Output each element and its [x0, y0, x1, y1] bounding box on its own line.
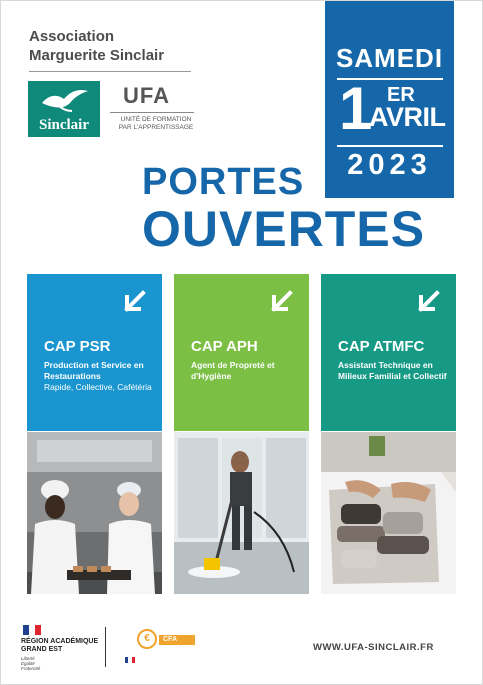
website-url[interactable]: WWW.UFA-SINCLAIR.FR [313, 642, 434, 653]
course-code: CAP ATMFC [338, 338, 425, 355]
ufa-logo-name: UFA [123, 83, 170, 108]
course-code: CAP PSR [44, 338, 111, 355]
region-line-1: RÉGION ACADÉMIQUE [21, 638, 99, 645]
association-line-2: Marguerite Sinclair [29, 47, 165, 64]
sinclair-logo-text: Sinclair [38, 117, 89, 133]
cfa-label: CFA [159, 635, 195, 645]
course-card-aph [174, 274, 309, 431]
cfa-emblem-icon: € [137, 629, 157, 649]
arrow-down-left-icon [415, 289, 441, 315]
association-divider [29, 71, 191, 72]
course-description-main: Agent de Propreté et d'Hygiène [191, 360, 275, 381]
course-code: CAP APH [191, 338, 258, 355]
event-day: SAMEDI [335, 43, 444, 73]
association-name [29, 27, 194, 65]
footer-divider [105, 627, 106, 667]
course-description [191, 360, 303, 382]
course-card-psr [27, 274, 162, 431]
french-flag-icon [23, 625, 41, 635]
arrow-down-left-icon [121, 289, 147, 315]
ufa-subtitle-line-1: UNITÉ DE FORMATION [120, 116, 192, 123]
ufa-logo-subtitle [110, 116, 202, 131]
event-title-line-1: PORTES [142, 161, 305, 203]
event-day-suffix: ER [387, 84, 415, 106]
region-line-2: GRAND EST [21, 646, 63, 653]
event-date-block [325, 1, 454, 198]
laundry-photo [321, 432, 456, 594]
course-description-main: Assistant Technique en Milieux Familial et Collectif [338, 360, 447, 381]
motto-liberte: Liberté [21, 656, 35, 661]
cleaning-photo [174, 432, 309, 594]
date-divider-bottom [337, 145, 443, 147]
course-description [44, 360, 156, 393]
course-card-atmfc [321, 274, 456, 431]
course-description-detail: Rapide, Collective, Cafétéria [44, 382, 152, 392]
bird-icon [28, 81, 100, 121]
ufa-logo-divider [110, 112, 194, 113]
course-description [338, 360, 450, 382]
small-french-flag-icon [125, 657, 135, 663]
ufa-logo [110, 83, 198, 139]
event-month: AVRIL [369, 102, 446, 132]
sinclair-logo [28, 81, 100, 137]
event-title-line-2: OUVERTES [142, 201, 426, 257]
motto-egalite: Égalité [21, 661, 35, 666]
kitchen-photo [27, 432, 162, 594]
region-academique-logo [21, 638, 98, 654]
ufa-subtitle-line-2: PAR L'APPRENTISSAGE [118, 123, 194, 131]
cfa-partner-logo [115, 629, 205, 667]
motto-fraternite: Fraternité [21, 666, 41, 671]
event-year: 2023 [347, 149, 432, 181]
republic-motto [21, 656, 40, 671]
course-description-main: Production et Service en Restaurations [44, 360, 144, 381]
association-line-1: Association [29, 28, 115, 45]
event-day-number: 1 [339, 75, 371, 142]
arrow-down-left-icon [268, 289, 294, 315]
